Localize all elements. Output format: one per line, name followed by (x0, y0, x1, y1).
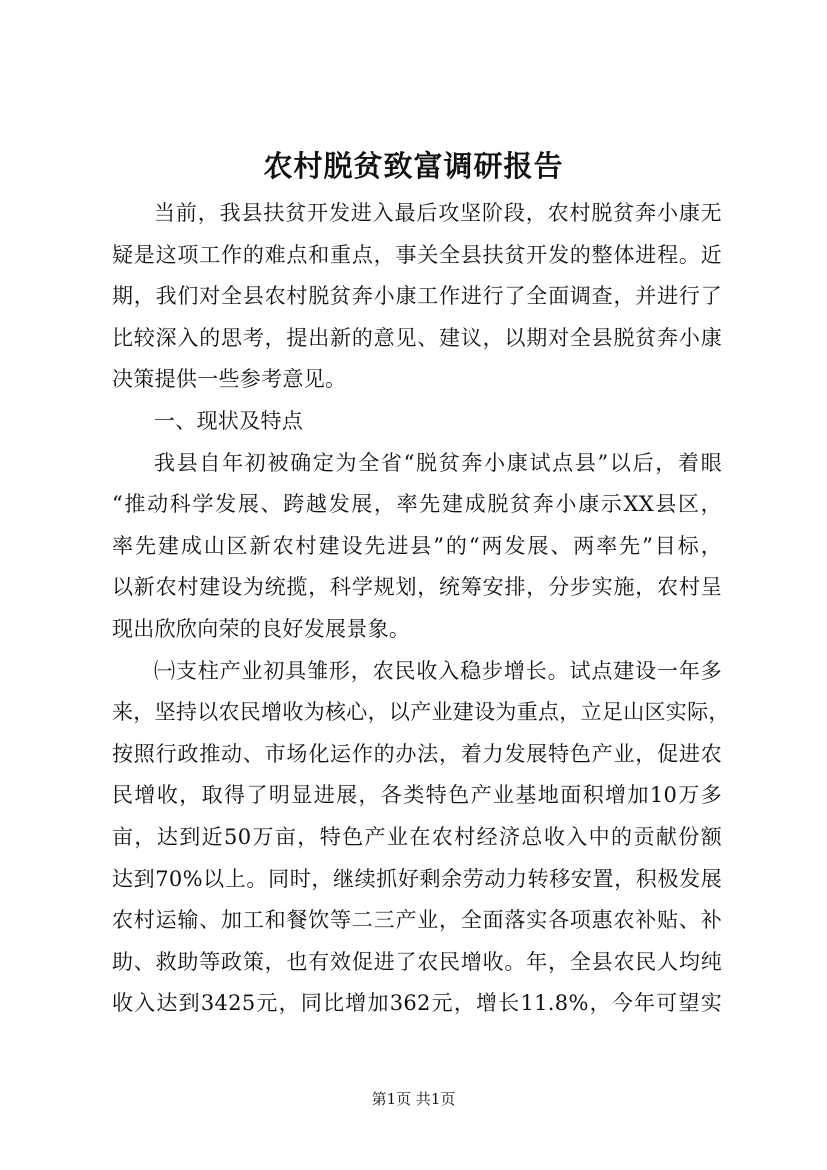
text-line: 助、救助等政策，也有效促进了农民增收。年，全县农民人均纯 (112, 949, 722, 974)
text-line: 以新农村建设为统揽，科学规划，统筹安排，分步实施，农村呈 (112, 575, 722, 600)
text-line: ㈠支柱产业初具雏形，农民收入稳步增长。试点建设一年多 (154, 658, 722, 683)
text-line: 我县自年初被确定为全省“脱贫奔小康试点县”以后，着眼 (154, 450, 722, 475)
text-line: 期，我们对全县农村脱贫奔小康工作进行了全面调查，并进行了 (112, 284, 722, 309)
text-line: 率先建成山区新农村建设先进县”的“两发展、两率先”目标， (112, 533, 722, 558)
document-body (112, 193, 730, 1025)
text-line: 来，坚持以农民增收为核心，以产业建设为重点，立足山区实际， (112, 700, 730, 725)
text-line: 农村运输、加工和餐饮等二三产业，全面落实各项惠农补贴、补 (112, 908, 722, 933)
text-line: 比较深入的思考，提出新的意见、建议，以期对全县脱贫奔小康 (112, 325, 722, 350)
text-line: 按照行政推动、市场化运作的办法，着力发展特色产业，促进农 (112, 741, 722, 766)
page-footer: 第1页 共1页 (371, 1090, 456, 1108)
text-line: 达到70%以上。同时，继续抓好剩余劳动力转移安置，积极发展 (112, 866, 722, 891)
paragraph-intro (112, 193, 722, 401)
text-line: 当前，我县扶贫开发进入最后攻坚阶段，农村脱贫奔小康无 (154, 201, 722, 225)
paragraph-status (112, 443, 722, 651)
text-line: 亩，达到近50万亩，特色产业在农村经济总收入中的贡献份额 (112, 824, 722, 849)
document-title: 农村脱贫致富调研报告 (263, 149, 564, 183)
text-line: 收入达到3425元，同比增加362元，增长11.8%，今年可望实 (112, 991, 722, 1016)
text-line: “推动科学发展、跨越发展，率先建成脱贫奔小康示XX县区， (112, 492, 722, 517)
section-heading (112, 401, 722, 443)
text-line: 疑是这项工作的难点和重点，事关全县扶贫开发的整体进程。近 (112, 242, 722, 267)
text-line: 一、现状及特点 (154, 408, 304, 433)
text-line: 民增收，取得了明显进展，各类特色产业基地面积增加10万多 (112, 783, 722, 808)
text-line: 决策提供一些参考意见。 (112, 367, 347, 392)
paragraph-industry (112, 651, 730, 1025)
text-line: 现出欣欣向荣的良好发展景象。 (112, 616, 411, 641)
